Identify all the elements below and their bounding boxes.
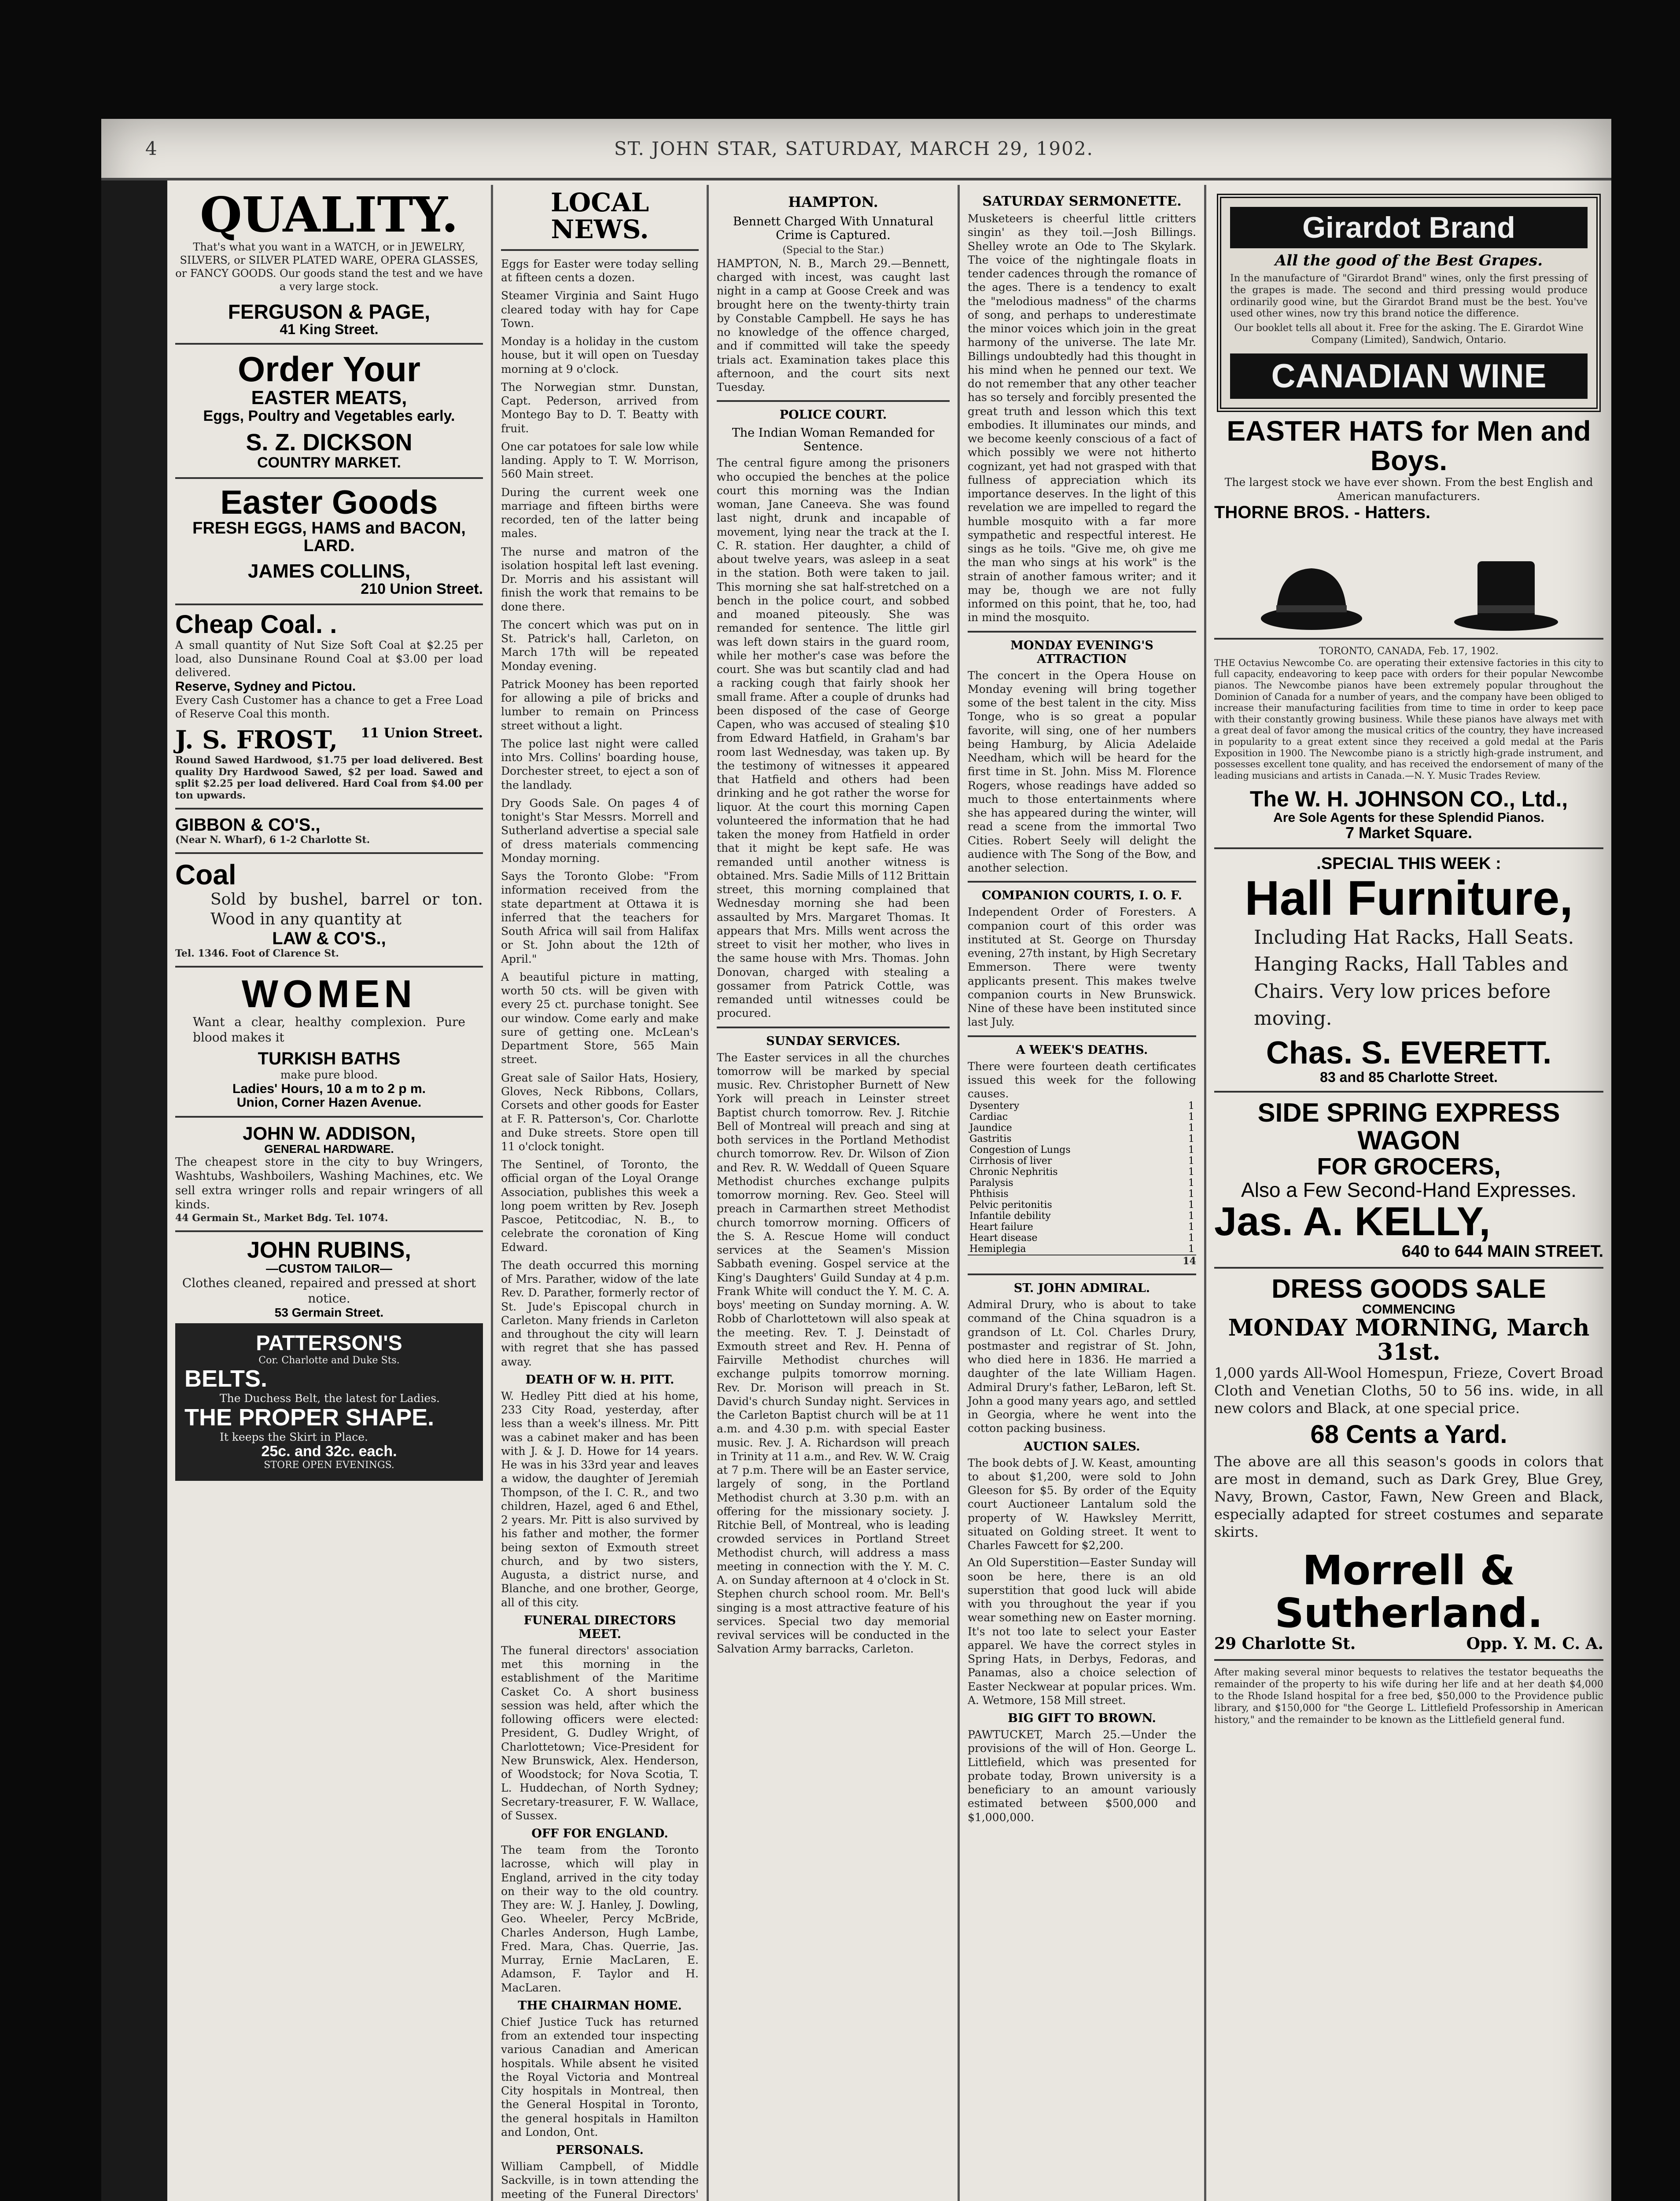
death-cause: Jaundice bbox=[969, 1123, 1012, 1134]
death-cause-row bbox=[968, 1134, 1196, 1145]
death-cause: Congestion of Lungs bbox=[969, 1145, 1071, 1156]
local-news-heading: LOCAL NEWS. bbox=[550, 188, 649, 244]
death-cause-row bbox=[968, 1189, 1196, 1200]
hampton-heading: HAMPTON. bbox=[788, 194, 878, 210]
kelly-wagon-ad: SIDE SPRING EXPRESS WAGON FOR GROCERS, Also a Few Second-Hand Expresses. Jas. A. KELLY, 640 to 644 MAIN STREET. bbox=[1214, 1098, 1603, 1261]
death-count: 1 bbox=[1188, 1244, 1194, 1255]
column-ads-left bbox=[167, 185, 493, 2201]
law-coal-ad: Coal Sold by bushel, barrel or ton. Wood in any quantity at LAW & CO'S., Tel. 1346. Foot of Clarence St. bbox=[175, 858, 483, 960]
newspaper-page bbox=[101, 119, 1611, 2201]
quality-ad: QUALITY. That's what you want in a WATCH, or in JEWELRY, SILVERS, or SILVER PLATED WARE, OPERA GLASSES, or FANCY GOODS. Our goods stand the test and we have a very large stock. FERGUSON & PAGE, 41 King Street. bbox=[175, 186, 483, 337]
local-news-item: Great sale of Sailor Hats, Hosiery, Gloves, Neck Ribbons, Collars, Corsets and other goods for Easter at F. R. Patterson's, Cor. Charlotte and Duke streets. Store open till 11 o'clock tonight. bbox=[501, 1071, 699, 1153]
death-cause-row bbox=[968, 1211, 1196, 1222]
local-news-items bbox=[501, 257, 699, 1369]
death-count: 1 bbox=[1188, 1167, 1194, 1178]
local-news-item: Monday is a holiday in the custom house, but it will open on Tuesday morning at 9 o'clock. bbox=[501, 335, 699, 375]
death-count: 1 bbox=[1188, 1200, 1194, 1211]
death-cause-row bbox=[968, 1145, 1196, 1156]
local-news-item: A beautiful picture in matting, worth 50 cts. will be given with every 25 ct. purchase tonight. See our window. Come early and make sure of getting one. McLean's Department Store, 565 Main street. bbox=[501, 970, 699, 1066]
local-news-item: The Norwegian stmr. Dunstan, Capt. Pederson, arrived from Montego Bay to D. T. Beatty with fruit. bbox=[501, 380, 699, 435]
local-news-item: One car potatoes for sale low while landing. Apply to T. W. Morrison, 560 Main street. bbox=[501, 440, 699, 481]
death-count: 1 bbox=[1188, 1178, 1194, 1189]
death-cause: Cardiac bbox=[969, 1112, 1008, 1123]
gibbon-coal-ad: GIBBON & CO'S., (Near N. Wharf), 6 1-2 Charlotte St. bbox=[175, 815, 370, 846]
local-news-item: Eggs for Easter were today selling at fifteen cents a dozen. bbox=[501, 257, 699, 284]
derby-hat-icon bbox=[1259, 552, 1364, 632]
masthead bbox=[101, 119, 1611, 180]
death-count: 1 bbox=[1188, 1123, 1194, 1134]
death-cause: Phthisis bbox=[969, 1189, 1009, 1200]
death-cause-row bbox=[968, 1156, 1196, 1167]
easter-goods-ad: Easter Goods FRESH EGGS, HAMS and BACON, LARD. JAMES COLLINS, 210 Union Street. bbox=[192, 483, 483, 598]
local-news-item: Says the Toronto Globe: "From information received from the state department at Ottawa it is inferred that the teachers for South Africa will sail from Halifax or St. John about the 12th of April." bbox=[501, 870, 699, 965]
local-news-item: The police last night were called into Mrs. Collins' boarding house, Dorchester street, to eject a son of the landlady. bbox=[501, 737, 699, 791]
death-cause-row bbox=[968, 1178, 1196, 1189]
sermonette-heading: SATURDAY SERMONETTE. bbox=[982, 194, 1182, 209]
page-number: 4 bbox=[145, 137, 158, 159]
death-count: 1 bbox=[1188, 1222, 1194, 1233]
local-news-item: The death occurred this morning of Mrs. Parather, widow of the late Rev. D. Parather, formerly rector of St. Jude's Episcopal church in Carleton. Many friends in Carleton and throughout the city will learn with regret that she has passed away. bbox=[501, 1259, 699, 1368]
deaths-total: 14 bbox=[968, 1255, 1196, 1267]
deaths-table bbox=[968, 1100, 1196, 1255]
death-count: 1 bbox=[1188, 1100, 1194, 1112]
death-count: 1 bbox=[1188, 1145, 1194, 1156]
death-cause: Infantile debility bbox=[969, 1211, 1051, 1222]
local-news-item: Steamer Virginia and Saint Hugo cleared today with hay for Cape Town. bbox=[501, 289, 699, 330]
death-cause-row bbox=[968, 1222, 1196, 1233]
death-cause: Cirrhosis of liver bbox=[969, 1156, 1052, 1167]
local-news-item: The concert which was put on in St. Patrick's hall, Carleton, on March 17th will be repeated Monday evening. bbox=[501, 618, 699, 673]
newspaper-title: ST. JOHN STAR, SATURDAY, MARCH 29, 1902. bbox=[614, 137, 1094, 159]
death-cause-row bbox=[968, 1167, 1196, 1178]
everett-furniture-ad: .SPECIAL THIS WEEK : Hall Furniture, Including Hat Racks, Hall Seats. Hanging Racks, Hall Tables and Chairs. Very low prices before moving. Chas. S. EVERETT. 83 and 85 Charlotte Street. bbox=[1245, 854, 1574, 1085]
easter-meats-ad: Order Your EASTER MEATS, Eggs, Poultry and Vegetables early. S. Z. DICKSON COUNTRY MARKET. bbox=[203, 350, 455, 471]
column-ads-right bbox=[1206, 185, 1611, 2201]
newcombe-piano-ad: TORONTO, CANADA, Feb. 17, 1902. THE Octavius Newcombe Co. are operating their extensive factories in this city to full capacity, endeavoring to keep pace with orders for their popular Newcombe pianos. The Newcombe pianos have been extremely popular throughout the Dominion of Canada for a number of years, and the company have been obliged to increase their manufacturing facilities from time to time in order to keep pace with their constantly growing business. While these pianos have always met with a great deal of favor among the musical critics of the country, they have increased in popularity to a great extent since they received a gold medal at the Paris Exposition in 1900. The Newcombe piano is a strictly high-grade instrument, and possesses excellent tone quality, and has received the endorsement of many of the leading musicians and artists in Canada.—N. Y. Music Trades Review. The W. H. JOHNSON CO., Ltd., Are Sole Agents for these Splendid Pianos. 7 Market Square. bbox=[1214, 645, 1603, 842]
local-news-item: During the current week one marriage and fifteen births were recorded, ten of the latter being males. bbox=[501, 486, 699, 540]
death-cause-row bbox=[968, 1112, 1196, 1123]
top-hat-icon bbox=[1453, 552, 1559, 632]
scan-margin bbox=[101, 180, 167, 2201]
death-count: 1 bbox=[1188, 1189, 1194, 1200]
column-hampton-police: HAMPTON. Bennett Charged With Unnatural Crime is Captured. (Special to the Star.) HAMPTON, N. B., March 29.—Bennett, charged with incest, was caught last night in a camp at Goose Creek and was brought here on the twenty-thirty train by Constable Campbell. He says he has no knowledge of the offence charged, and if committed will take the speedy trials act. Examination takes place this afternoon, and the court sits next Tuesday. POLICE COURT. The Indian Woman Remanded for Sentence. The central figure among the prisoners who occupied the benches at the police court this morning was the Indian woman, Jane Caneeva. She was found last night, drunk and incapable of movement, lying near the track at the I. C. R. station. Her daughter, a child of about twelve years, was asleep in a seat in the station. Both were taken to jail. This morning she sat half-stretched on a bench in the police court, and sobbed and moaned piteously. She was remanded for sentence. The little girl was left down stairs in the guard room, while her mother's case was before the court. She was but scantily clad and had a racking cough that fairly shook her small frame. After a couple of drunks had been disposed of the case of George Capen, who was accused of stealing $10 from Edward Hatfield, in Graham's bar room last Wednesday, was taken up. By the testimony of witnesses it appeared that Hatfield and others had been drinking and he got rather the worse for liquor. At the court this morning Capen volunteered the information that he had taken the money from Hatfield in order that it might be kept safe. He was remanded until another witness is obtained. Mrs. Sadie Mills of 112 Brittain street, this morning complained that Wednesday morning she had been assaulted by Mrs. Margaret Thomas. It appears that Mrs. Mills went across the street to visit her mother, who lives in the same house with Mrs. Thomas. John Donovan, charged with stealing a gossamer from Patrick Cottle, was remanded until witnesses could be procured. SUNDAY SERVICES. The Easter services in all the churches tomorrow will be marked by special music. Rev. Christopher Burnett of New York will preach in Leinster street Baptist church tomorrow. Rev. J. Ritchie Bell of Montreal will preach and sing at both services in the Portland Methodist church tomorrow. Rev. Dr. Wilson of Zion and Rev. R. W. Weddall of Queen Square Methodist churches exchange pulpits tomorrow morning. Rev. Geo. Steel will preach in Carmarthen street Methodist church tomorrow morning. Officers of the S. A. Rescue Home will conduct services at the Seamen's Mission Sabbath evening. Gospel service at the King's Daughters' Guild Sunday at 4 p.m. Frank White will conduct the Y. M. C. A. boys' meeting on Sunday morning. A. W. Robb of Charlottetown will also speak at the meeting. Rev. T. J. Deinstadt of Exmouth street and Rev. H. Penna of Fairville Methodist churches will exchange pulpits tomorrow morning. Rev. Dr. Morison will preach in St. David's church Sunday night. Services in the Carleton Baptist church will be at 11 a.m. and 4.30 p.m. with special Easter music. Rev. J. A. Richardson will preach in Trinity at 11 a.m., and Rev. W. W. Craig at 7 p.m. There will be an Easter service, largely of song, in the Portland Methodist church at 3.30 p.m. with an offering for the missionary society. J. Ritchie Bell, of Montreal, who is leading crowded services in Portland Street Methodist church, will address a mass meeting in connection with the Y. M. C. A. on Sunday afternoon at 4 o'clock in St. Stephen church school room. Mr. Bell's singing is a most attractive feature of his services. Special two day memorial revival services will be conducted in the Salvation Army barracks, Carleton. bbox=[709, 185, 960, 2201]
turkish-baths-ad: WOMEN Want a clear, healthy complexion. Pure blood makes it TURKISH BATHS make pure blood. Ladies' Hours, 10 a m to 2 p m. Union, Corner Hazen Avenue. bbox=[193, 972, 465, 1110]
sunday-services-heading: SUNDAY SERVICES. bbox=[766, 1034, 900, 1048]
death-cause: Pelvic peritonitis bbox=[969, 1200, 1052, 1211]
column-sermonette: SATURDAY SERMONETTE. Musketeers is cheerful little critters singin' as they toil.—Josh Billings. Shelley wrote an Ode to The Skylark. The voice of the nightingale floats in tender cadences through the romance of the ages. There is a tendency to exalt the "melodious madness" of the charms of song, and perhaps to underestimate the minor voices which join in the great harmony of the universe. The late Mr. Billings undoubtedly had this thought in his mind when he penned our text. We do not remember that any other teacher has so tersely and forcibly presented the great truth and lesson which this text embodies. It illuminates our minds, and we become keenly conscious of a fact of which possibly we were not hitherto cognizant, yet had not grasped with that fullness of appreciation which its importance deserves. In the light of this revelation we are impelled to regard the humble mosquito with a far more sympathetic and respectful interest. He sings as he toils. "Give me, oh give me the man who sings at his work" is the strain of another famous writer; and it may be, though we are not fully informed on this point, that he, too, had in mind the mosquito. MONDAY EVENING'S ATTRACTION The concert in the Opera House on Monday evening will bring together some of the best talent in the city. Miss Tonge, who is so great a popular favorite, will sing, one of her numbers being Hamburg, by Alicia Adelaide Needham, which will be heard for the first time in St. John. Miss M. Florence Rogers, whose readings have added so much to those entertainments where she has appeared during the winter, will read a scene from the immortal Two Cities. Robert Seely will delight the audience with The Song of the Bow, and another selection. COMPANION COURTS, I. O. F. Independent Order of Foresters. A companion court of this order was instituted at St. George on Thursday evening, 27th instant, by High Secretary Emmerson. There were twenty applicants present. This makes twelve companion courts in New Brunswick. Nine of these have been instituted since last July. A WEEK'S DEATHS. There were fourteen death certificates issued this week for the following causes. Dysentery 1 Cardiac 1 Jaundice 1 Gastritis 1 Congestion of Lungs 1 Cirrhosis of liver 1 Chronic Nephritis 1 Paralysis 1 Phthisis 1 Pelvic peritonitis 1 Infantile debility 1 Heart failure 1 Heart disease 1 Hemiplegia 1 14 ST. JOHN ADMIRAL. Admiral Drury, who is about to take command of the China squadron is a grandson of Lt. Col. Charles Drury, postmaster and registrar of St. John, who died here in 1836. He married a daughter of the late William Hagen. Admiral Drury's father, LeBaron, left St. John a good many years ago, and settled in Georgia, where he went into the cotton packing business. AUCTION SALES. The book debts of J. W. Keast, amounting to about $1,200, were sold to John Gleeson for $5. By order of the Equity court Auctioneer Lantalum sold the property of W. Hawksley Merritt, situated on Golding street. It went to Charles Fawcett for $2,200. An Old Superstition—Easter Sunday will soon be here, there is an old superstition that good luck will abide with you throughout the year if you wear something new on Easter morning. It's not too late to select your Easter apparel. We have the correct styles in Spring Hats, in Derbys, Fedoras, and Panamas, also a choice selection of Easter Neckwear at popular prices. Wm. A. Wetmore, 158 Mill street. BIG GIFT TO BROWN. PAWTUCKET, March 25.—Under the provisions of the will of Hon. George L. Littlefield, which was presented for probate today, Brown university is a beneficiary to an amount variously estimated between $500,000 and $1,000,000. bbox=[960, 185, 1206, 2201]
rubins-tailor-ad: JOHN RUBINS, —CUSTOM TAILOR— Clothes cleaned, repaired and pressed at short notice. 53 Germain Street. bbox=[182, 1237, 476, 1319]
death-count: 1 bbox=[1188, 1211, 1194, 1222]
local-news-item: The nurse and matron of the isolation hospital left last evening. Dr. Morris and his assistant will finish the work that remains to be done there. bbox=[501, 545, 699, 613]
death-cause-row bbox=[968, 1233, 1196, 1244]
death-count: 1 bbox=[1188, 1156, 1194, 1167]
death-cause: Hemiplegia bbox=[969, 1244, 1026, 1255]
pattersons-belts-ad: PATTERSON'S Cor. Charlotte and Duke Sts. BELTS. The Duchess Belt, the latest for Ladies. THE PROPER SHAPE. It keeps the Skirt in Place. 25c. and 32c. each. STORE OPEN EVENINGS. bbox=[175, 1323, 483, 1481]
thorne-hats-ad: EASTER HATS for Men and Boys. The largest stock we have ever shown. From the best English and American manufacturers. THORNE BROS. - Hatters. bbox=[1214, 416, 1603, 632]
death-count: 1 bbox=[1188, 1112, 1194, 1123]
death-cause-row bbox=[968, 1244, 1196, 1255]
local-news-item: Dry Goods Sale. On pages 4 of tonight's Star Messrs. Morrell and Sutherland advertise a special sale of dress materials commencing Monday morning. bbox=[501, 796, 699, 865]
column-local-news: LOCAL NEWS. Eggs for Easter were today selling at fifteen cents a dozen. Steamer Virginia and Saint Hugo cleared today with hay for Cape Town. Monday is a holiday in the custom house, but it will open on Tuesday morning at 9 o'clock. The Norwegian stmr. Dunstan, Capt. Pederson, arrived from Montego Bay to D. T. Beatty with fruit. One car potatoes for sale low while landing. Apply to T. W. Morrison, 560 Main street. During the current week one marriage and fifteen births were recorded, ten of the latter being males. The nurse and matron of the isolation hospital left last evening. Dr. Morris and his assistant will finish the work that remains to be done there. The concert which was put on in St. Patrick's hall, Carleton, on March 17th will be repeated Monday evening. Patrick Mooney has been reported for allowing a pile of bricks and lumber to remain on Princess street without a light. The police last night were called into Mrs. Collins' boarding house, Dorchester street, to eject a son of the landlady. Dry Goods Sale. On pages 4 of tonight's Star Messrs. Morrell and Sutherland advertise a special sale of dress materials commencing Monday morning. Says the Toronto Globe: "From information received from the state department at Ottawa it is inferred that the teachers for South Africa will sail from Halifax or St. John about the 12th of April." A beautiful picture in matting, worth 50 cts. will be given with every 25 ct. purchase tonight. See our window. Come early and make sure of getting one. McLean's Department Store, 565 Main street. Great sale of Sailor Hats, Hosiery, Gloves, Neck Ribbons, Collars, Corsets and other goods for Easter at F. R. Patterson's, Cor. Charlotte and Duke streets. Store open till 11 o'clock tonight. The Sentinel, of Toronto, the official organ of the Loyal Orange Association, publishes this week a long poem written by Rev. Joseph Pascoe, Petitcodiac, N. B., to celebrate the coronation of King Edward. The death occurred this morning of Mrs. Parather, widow of the late Rev. D. Parather, formerly rector of St. Jude's Episcopal church in Carleton. Many friends in Carleton and throughout the city will learn with regret that she has passed away. DEATH OF W. H. PITT. W. Hedley Pitt died at his home, 233 City Road, yesterday, after less than a week's illness. Mr. Pitt was a cabinet maker and has been with J. & J. D. Howe for 14 years. He was in his 33rd year and leaves a widow, the daughter of Jeremiah Thompson, of the I. C. R., and two children, Hazel, aged 6 and Ethel, 2 years. Mr. Pitt is also survived by his father and mother, the former being sexton of Exmouth street church, and by two sisters, Augusta, a district nurse, and Blanche, and one brother, George, all of this city. FUNERAL DIRECTORS MEET. The funeral directors' association met this morning in the establishment of the Maritime Casket Co. A short business session was held, after which the following officers were elected: President, G. Dudley Wright, of Charlottetown; Vice-President for New Brunswick, Alex. Henderson, of Woodstock; for Nova Scotia, T. L. Huddechan, of North Sydney; Secretary-treasurer, F. W. Wallace, of Sussex. OFF FOR ENGLAND. The team from the Toronto lacrosse, which will play in England, arrived in the city today on their way to the old country. They are: W. J. Hanley, J. Dowling, Geo. Wheeler, Percy McBride, Charles Anderson, Hugh Lambe, Fred. Mara, Chas. Querrie, Jas. Murray, Ernie MacLaren, E. Adamson, F. Taylor and H. MacLaren. THE CHAIRMAN HOME. Chief Justice Tuck has returned from an extended tour inspecting various Canadian and American hospitals. While absent he visited the Royal Victoria and Montreal City hospitals in Montreal, then the General Hospital in Toronto, the general hospitals in Hamilton and London, Ont. PERSONALS. William Campbell, of Middle Sackville, is in town attending the meeting of the Funeral Directors' bbox=[493, 185, 709, 2201]
girardot-wine-ad: Girardot Brand All the good of the Best Grapes. In the manufacture of "Girardot Brand" wines, only the first pressing of the grapes is made. The second and third pressing would produce ordinarily good wine, but the Girardot Brand must be the best. You've used other wines, now try this brand notice the difference. Our booklet tells all about it. Free for the asking. The E. Girardot Wine Company (Limited), Sandwich, Ontario. CANADIAN WINE bbox=[1217, 194, 1601, 412]
bequest-continuation: After making several minor bequests to relatives the testator bequeaths the remainder of the property to his wife during her life and at her death $4,000 to the Rhode Island hospital for a free bed, $50,000 to the Providence public library, and $150,000 for "the George L. Littlefield Professorship in American history," and the remainder to be known as the Littlefield general fund. bbox=[1214, 1667, 1603, 1726]
death-cause: Dysentery bbox=[969, 1100, 1020, 1112]
death-cause-row bbox=[968, 1100, 1196, 1112]
death-count: 1 bbox=[1188, 1134, 1194, 1145]
death-cause: Chronic Nephritis bbox=[969, 1167, 1058, 1178]
local-news-item: The Sentinel, of Toronto, the official organ of the Loyal Orange Association, publishes this week a long poem written by Rev. Joseph Pascoe, Petitcodiac, N. B., to celebrate the coronation of King Edward. bbox=[501, 1158, 699, 1254]
morrell-dress-sale-ad: DRESS GOODS SALE COMMENCING MONDAY MORNING, March 31st. 1,000 yards All-Wool Homespun, Frieze, Covert Broad Cloth and Venetian Cloths, 50 to 56 ins. wide, in all new colors and Black, at one special price. 68 Cents a Yard. The above are all this season's goods in colors that are most in demand, such as Dark Grey, Blue Grey, Navy, Brown, Castor, Fawn, New Green and Black, especially adapted for street costumes and separate skirts. Morrell & Sutherland. 29 Charlotte St. Opp. Y. M. C. A. bbox=[1214, 1273, 1603, 1653]
death-cause: Paralysis bbox=[969, 1178, 1013, 1189]
coal-frost-ad: Cheap Coal. . A small quantity of Nut Size Soft Coal at $2.25 per load, also Dunsinane Round Coal at $3.00 per load delivered. Reserve, Sydney and Pictou. Every Cash Customer has a chance to get a Free Load of Reserve Coal this month. J. S. FROST, 11 Union Street. Round Sawed Hardwood, $1.75 per load delivered. Best quality Dry Hardwood Sawed, $2 per load. Sawed and split $2.25 per load delivered. Hard Coal from $4.00 per ton upwards. bbox=[175, 610, 483, 802]
death-cause: Gastritis bbox=[969, 1134, 1012, 1145]
death-count: 1 bbox=[1188, 1233, 1194, 1244]
death-cause-row bbox=[968, 1123, 1196, 1134]
death-cause: Heart disease bbox=[969, 1233, 1038, 1244]
police-court-heading: POLICE COURT. bbox=[779, 408, 887, 422]
local-news-item: Patrick Mooney has been reported for allowing a pile of bricks and lumber to remain on Princess street without a light. bbox=[501, 677, 699, 732]
death-cause: Heart failure bbox=[969, 1222, 1033, 1233]
death-cause-row bbox=[968, 1200, 1196, 1211]
addison-hardware-ad: JOHN W. ADDISON, GENERAL HARDWARE. The cheapest store in the city to buy Wringers, Washtubs, Washboilers, Washing Machines, etc. We sell extra wringer rolls and repair wringers of all kinds. 44 Germain St., Market Bdg. Tel. 1074. bbox=[175, 1123, 483, 1224]
